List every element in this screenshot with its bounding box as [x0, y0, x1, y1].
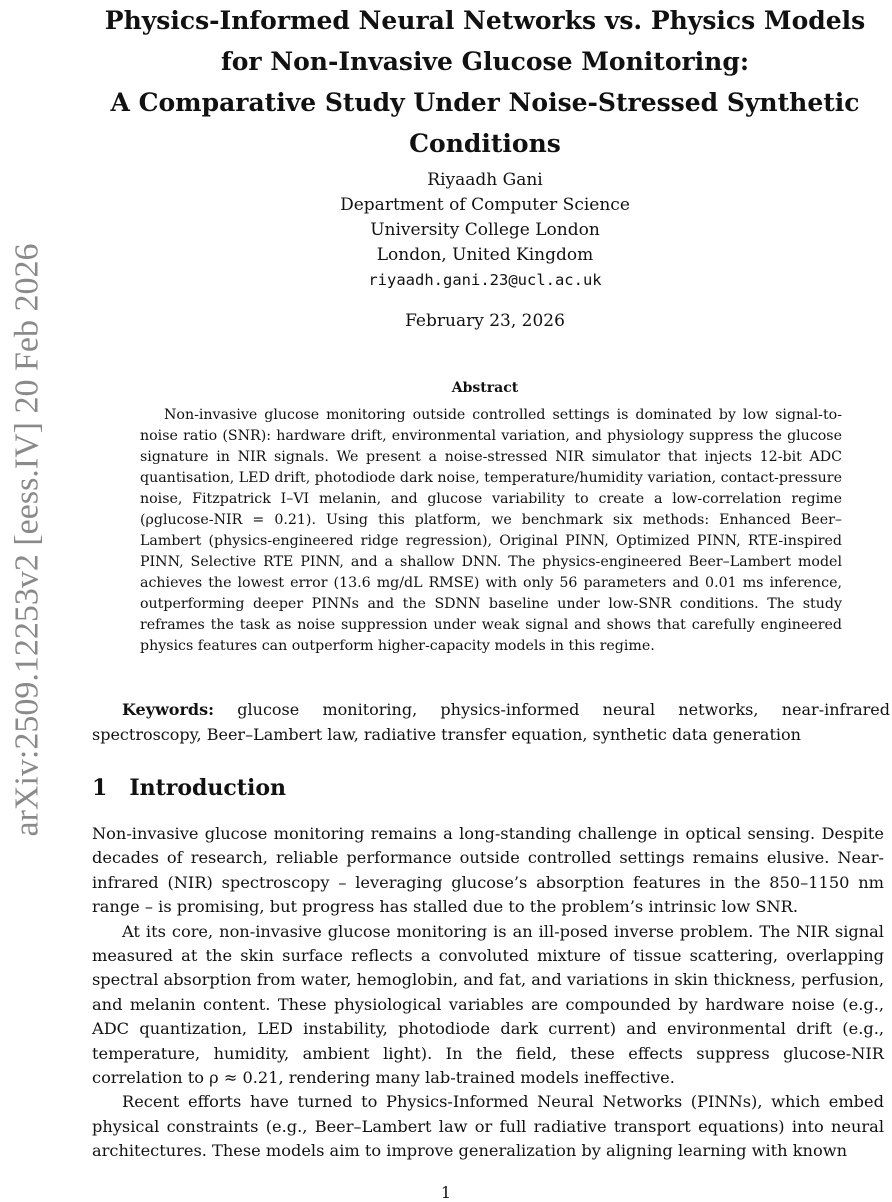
- author-block: [92, 168, 878, 293]
- paper-date: February 23, 2026: [405, 311, 565, 331]
- title-line: A Comparative Study Under Noise-Stressed Synthetic: [110, 88, 860, 117]
- author-email[interactable]: riyaadh.gani.23@ucl.ac.uk: [368, 271, 602, 289]
- keywords-paragraph: [92, 697, 890, 747]
- section-number: 1: [92, 775, 108, 801]
- title-line: Physics-Informed Neural Networks vs. Physics Models: [104, 6, 866, 35]
- author-institution: University College London: [370, 220, 600, 240]
- page-number: 1: [440, 1183, 452, 1202]
- keywords-text: glucose monitoring, physics-informed neural networks, near-infrared spectroscopy, Beer–Lambert law, radiative transfer equation, synthetic data generation: [92, 700, 890, 744]
- abstract-heading: Abstract: [451, 380, 519, 396]
- section-title: Introduction: [129, 775, 286, 801]
- author-location: London, United Kingdom: [376, 245, 594, 265]
- abstract-text: Non-invasive glucose monitoring outside controlled settings is dominated by low signal-to-noise ratio (SNR): hardware drift, environmental variation, and physiology suppress the glucose signature in NIR signals. We present a noise-stressed NIR simulator that injects 12-bit ADC quantisation, LED drift, photodiode dark noise, temperature/humidity variation, contact-pressure noise, Fitzpatrick I–VI melanin, and glucose variability to create a low-correlation regime (ρglucose-NIR = 0.21). Using this platform, we benchmark six methods: Enhanced Beer–Lambert (physics-engineered ridge regression), Original PINN, Optimized PINN, RTE-inspired PINN, Selective RTE PINN, and a shallow DNN. The physics-engineered Beer–Lambert model achieves the lowest error (13.6 mg/dL RMSE) with only 56 parameters and 0.01 ms inference, outperforming deeper PINNs and the SDNN baseline under low-SNR conditions. The study reframes the task as noise suppression under weak signal and shows that carefully engineered physics features can outperform higher-capacity models in this regime.: [140, 407, 842, 654]
- title-line: for Non-Invasive Glucose Monitoring:: [220, 47, 750, 76]
- title-line: Conditions: [409, 129, 561, 158]
- body-paragraph: At its core, non-invasive glucose monitoring is an ill-posed inverse problem. The NIR signal measured at the skin surface reflects a convoluted mixture of tissue scattering, overlapping spectral absorption from water, hemoglobin, and fat, and variations in skin thickness, perfusion, and melanin content. These physiological variables are compounded by hardware noise (e.g., ADC quantization, LED instability, photodiode dark current) and environmental drift (e.g., temperature, humidity, ambient light). In the field, these effects suppress glucose-NIR correlation to ρ ≈ 0.21, rendering many lab-trained models ineffective.: [92, 921, 884, 1088]
- arxiv-identifier: arXiv:2509.12253v2 [eess.IV] 20 Feb 2026: [9, 243, 46, 837]
- introduction-body: [92, 822, 884, 1164]
- body-paragraph: Non-invasive glucose monitoring remains a long-standing challenge in optical sensing. Despite decades of research, reliable performance outside controlled settings remains elusive. Near-infrared (NIR) spectroscopy – leveraging glucose’s absorption features in the 850–1150 nm range – is promising, but progress has stalled due to the problem’s intrinsic low SNR.: [92, 824, 884, 917]
- arxiv-identifier-sidebar: [6, 220, 50, 860]
- body-paragraph: Recent efforts have turned to Physics-Informed Neural Networks (PINNs), which embed physical constraints (e.g., Beer–Lambert law or full radiative transport equations) into neural architectures. These models aim to improve generalization by aligning learning with known: [92, 1092, 884, 1161]
- paper-title: [92, 0, 878, 164]
- keywords-label: Keywords:: [122, 700, 215, 719]
- section-heading: [92, 775, 286, 801]
- author-department: Department of Computer Science: [340, 195, 630, 215]
- author-name: Riyaadh Gani: [427, 170, 543, 190]
